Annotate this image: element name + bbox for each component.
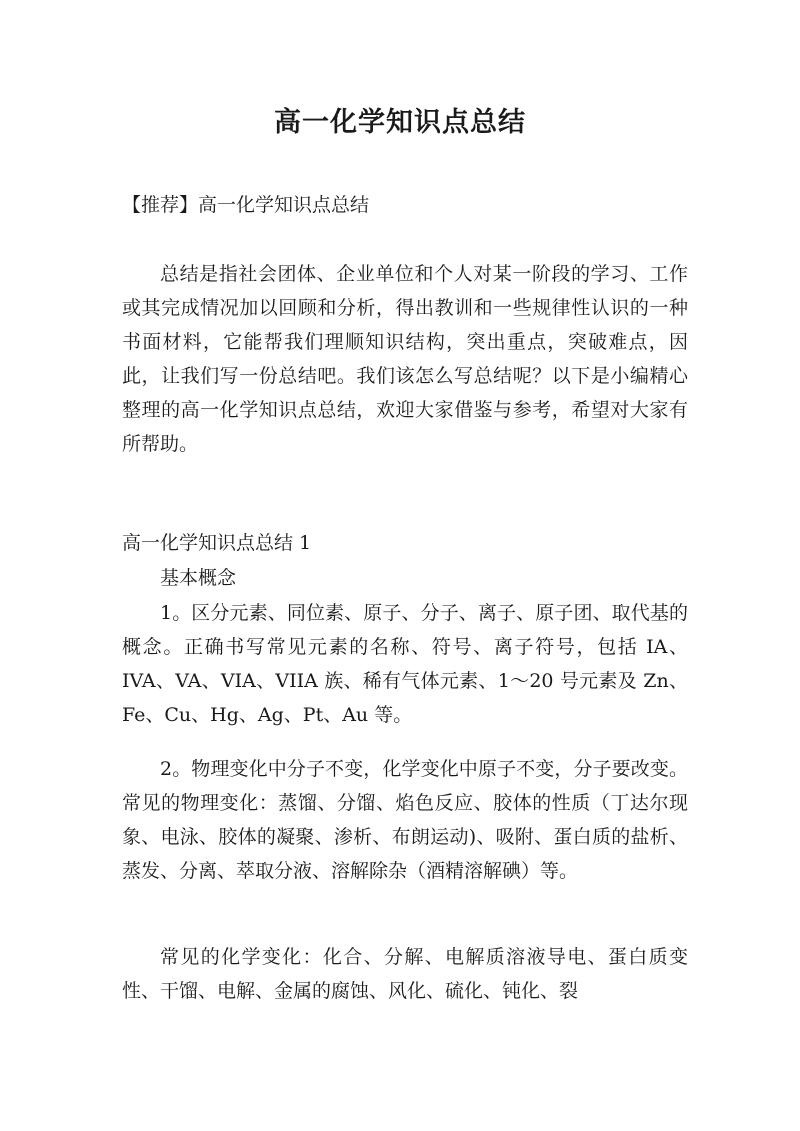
intro-paragraph: 总结是指社会团体、企业单位和个人对某一阶段的学习、工作或其完成情况加以回顾和分析，得出教训和一些规律性认识的一种书面材料，它能帮我们理顺知识结构，突出重点，突破难点，因此，让我们写一份总结吧。我们该怎么写总结呢？以下是小编精心整理的高一化学知识点总结，欢迎大家借鉴与参考，希望对大家有所帮助。 [122,263,688,455]
paragraph-item-3: 常见的化学变化：化合、分解、电解质溶液导电、蛋白质变性、干馏、电解、金属的腐蚀、风化、硫化、钝化、裂 [122,946,688,1002]
document-title: 高一化学知识点总结 [274,107,526,138]
subheading-basic-concepts: 基本概念 [160,567,237,589]
recommend-line: 【推荐】高一化学知识点总结 [122,194,370,216]
paragraph-item-1: 1。区分元素、同位素、原子、分子、离子、原子团、取代基的概念。正确书写常见元素的名称、符号、离子符号，包括 IA、IVA、VA、VIA、VIIA 族、稀有气体元素、1～20 号元素及 Zn、Fe、Cu、Hg、Ag、Pt、Au 等。 [122,602,688,726]
paragraph-item-2: 2。物理变化中分子不变，化学变化中原子不变，分子要改变。常见的物理变化：蒸馏、分馏、焰色反应、胶体的性质（丁达尔现象、电泳、胶体的凝聚、渗析、布朗运动)、吸附、蛋白质的盐析、蒸发、分离、萃取分液、溶解除杂（酒精溶解碘）等。 [122,758,688,882]
section-heading: 高一化学知识点总结 1 [122,532,312,554]
